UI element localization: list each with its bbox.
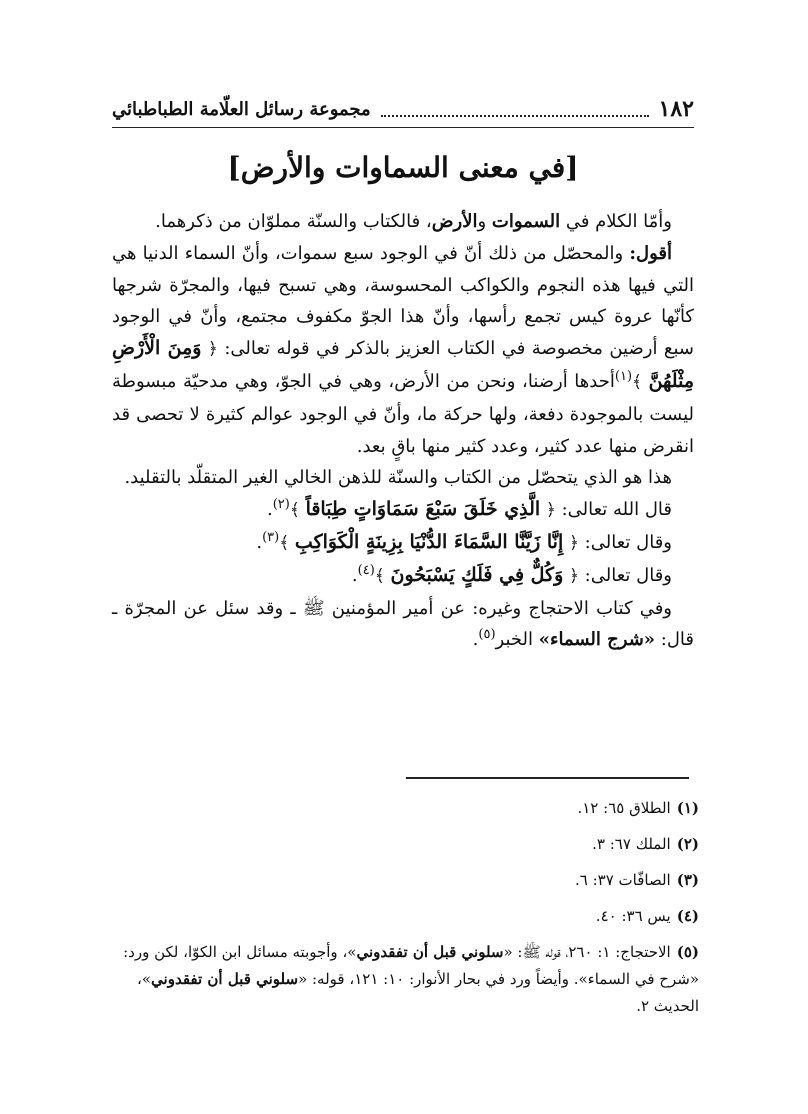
explanation-paragraph <box>112 238 694 463</box>
footnote <box>104 795 699 822</box>
verse-line: وقال تعالى: ﴿ وَكُلٌّ فِي فَلَكٍ يَسْبَحُونَ ﴾$^{(٤)}$. <box>351 562 672 586</box>
summary-paragraph: هذا هو الذي يتحصّل من الكتاب والسنّة للذهن الخالي الغير المتقلّد بالتقليد. <box>124 467 672 489</box>
quran-quote: وَمِنَ الْأَرْضِ مِثْلَهُنَّ <box>112 337 694 392</box>
footnote <box>104 903 699 930</box>
verse-line: قال الله تعالى: ﴿ الَّذِي خَلَقَ سَبْعَ سَمَاوَاتٍ طِبَاقاً ﴾$^{(٢)}$. <box>266 497 672 521</box>
footnote-label: (١) <box>676 799 699 817</box>
running-header <box>112 94 694 124</box>
paragraph-end: . <box>472 629 479 651</box>
footnote-label: (٢) <box>676 835 699 853</box>
paragraph-text: والمحصّل من ذلك أنّ في الوجود سبع سموات، وأنّ السماء الدنيا هي التي فيها هذه النجوم والكواكب المحسوسة، وهي تسبح فيها، والمجرّة شرجها كأنّها عروة كيس تجمع رأسها، وأنّ هذا الجوّ مكفوف مجتمع، وأنّ في الوجود سبع أرضين مخصوصة في الكتاب العزيز بالذكر في قوله تعالى: <box>112 242 694 360</box>
quran-open-bracket: ﴿ <box>207 339 218 360</box>
section-title: [في معنى السماوات والأرض] <box>227 151 579 184</box>
footnote <box>104 939 699 1020</box>
footnote-label: (٤) <box>676 907 699 925</box>
footnote-ref: (١) <box>614 368 633 384</box>
hadith-paragraph <box>112 593 694 657</box>
footnote-text: الصافّات ٣٧: ٦. <box>574 871 671 889</box>
quran-quote: وَكُلٌّ فِي فَلَكٍ يَسْبَحُونَ <box>390 563 564 586</box>
footnote-label: (٥) <box>676 943 699 961</box>
footnote-ref: (٢) <box>272 497 290 513</box>
quran-quote: الَّذِي خَلَقَ سَبْعَ سَمَاوَاتٍ طِبَاقاً <box>305 498 541 521</box>
verse-intro: وقال تعالى: <box>578 564 672 586</box>
paragraph-text: أحدها أرضنا، ونحن من الأرض، وهي في الجوّ، وهي مدحيّة مبسوطة ليست بالموجودة دفعة، ولها حركة ما، وأنّ في الوجود عوالم كثيرة لا تحصى قد انقرض منها عدد كثير، وعدد كثير منها باقٍ بعد. <box>112 370 694 457</box>
page-number: ١٨٢ <box>658 96 694 122</box>
quran-open-bracket: ﴿ <box>568 565 579 586</box>
verse-line: وقال تعالى: ﴿ إِنَّا زَيَّنَّا السَّمَاءَ الدُّنْيَا بِزِينَةٍ الْكَوَاكِبِ ﴾$^{(٣)}$. <box>256 529 672 553</box>
footnote-text: الطلاق ٦٥: ١٢. <box>577 799 671 817</box>
footnote-label: (٣) <box>676 871 699 889</box>
quran-close-bracket: ﴾ <box>374 565 385 586</box>
header-rule <box>112 127 694 128</box>
hadith-quote: «شرج السماء» <box>538 629 656 651</box>
footnote-text: الاحتجاج: ١: ٢٦٠، قوله ﷺ: « <box>503 943 671 961</box>
intro-text: ، فالكتاب والسنّة مملوّان من ذكرهما. <box>155 211 432 232</box>
footnote-text: يس ٣٦: ٤٠. <box>595 907 671 925</box>
footnote-text: »، الحديث ٢. <box>137 970 699 1015</box>
header-dot-leader <box>381 101 649 117</box>
intro-bold-earth: الأرض <box>431 211 478 232</box>
footnote-ref: (٥) <box>478 627 496 643</box>
intro-bold-heavens: السموات <box>491 211 561 232</box>
lead-word: أقول: <box>629 242 672 264</box>
footnote-bold-quote: سلوني قبل أن تفقدوني <box>151 970 299 988</box>
footnote-text: الملك ٦٧: ٣. <box>592 835 671 853</box>
intro-paragraph <box>112 206 694 238</box>
quran-close-bracket: ﴾ <box>279 532 290 553</box>
verse-intro: وقال تعالى: <box>578 531 672 553</box>
footnote-bold-quote: سلوني قبل أن تفقدوني <box>356 943 504 961</box>
footnote-ref: (٣) <box>262 529 280 545</box>
collection-title: مجموعة رسائل العلّامة الطباطبائي <box>112 98 371 120</box>
intro-text: و <box>477 211 492 232</box>
footnote <box>104 831 699 858</box>
footnotes <box>104 795 699 1029</box>
paragraph-text: وفي كتاب الاحتجاج وغيره: عن أمير المؤمنين ﷺ ـ وقد سئل عن المجرّة ـ قال: <box>112 597 694 651</box>
paragraph-text: الخبر <box>495 629 539 651</box>
footnote-text: »، وأجوبته مسائل ابن الكوّا، لكن ورد: «شرح في السماء». وأيضاً ورد في بحار الأنوار: ١٠: ١٢١، قوله: « <box>123 943 699 988</box>
quran-open-bracket: ﴿ <box>568 532 579 553</box>
footnote <box>104 867 699 894</box>
body-text <box>112 206 694 656</box>
footnote-separator <box>406 777 689 779</box>
quran-open-bracket: ﴿ <box>545 500 556 521</box>
quran-close-bracket: ﴾ <box>289 500 300 521</box>
intro-text: وأمّا الكلام في <box>560 211 672 232</box>
quran-quote: إِنَّا زَيَّنَّا السَّمَاءَ الدُّنْيَا بِزِينَةٍ الْكَوَاكِبِ <box>294 530 564 553</box>
quran-close-bracket: ﴾ <box>632 371 642 392</box>
verse-intro: قال الله تعالى: <box>555 499 672 521</box>
footnote-ref: (٤) <box>357 562 375 578</box>
